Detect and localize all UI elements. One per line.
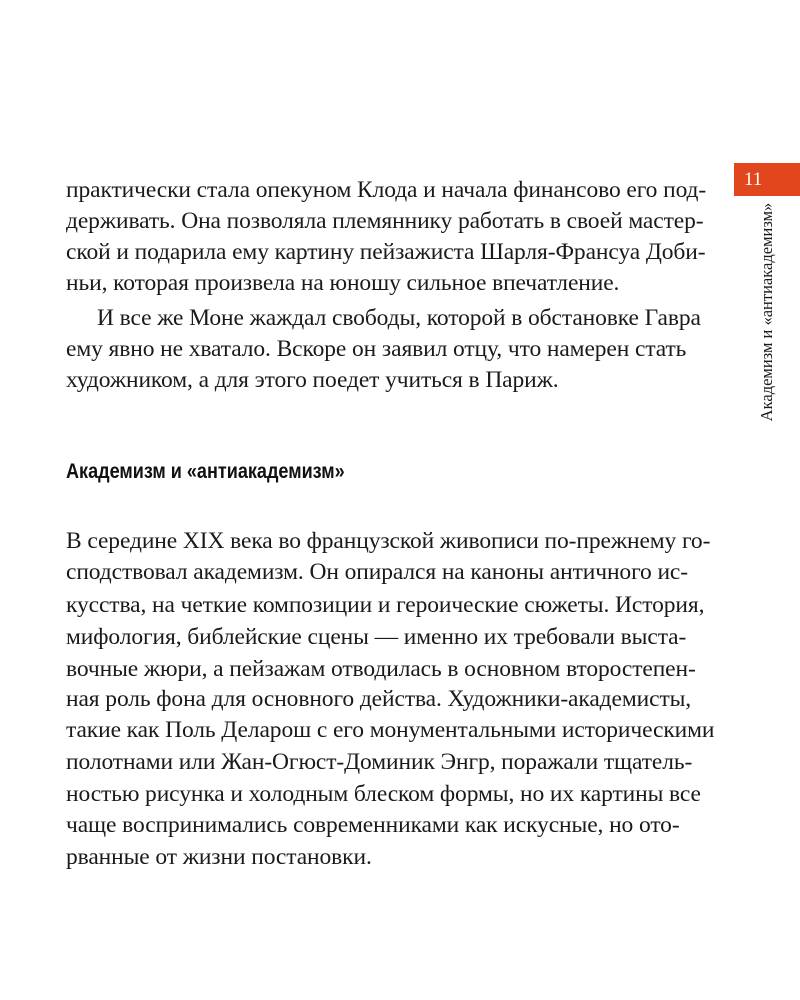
text-line: вочные жюри, а пейзажам отводилась в основном второстепен-: [66, 656, 696, 682]
text-line: ему явно не хватало. Вскоре он заявил отцу, что намерен стать: [66, 336, 687, 362]
text-line: чаще воспринимались современниками как искусные, но ото-: [66, 812, 680, 838]
text-line: сподствовал академизм. Он опирался на каноны античного ис-: [66, 559, 688, 585]
text-line: такие как Поль Деларош с его монументальными историческими: [66, 717, 715, 743]
text-line: В середине XIX века во французской живописи по-прежнему го-: [66, 528, 711, 554]
text-line: мифология, библейские сцены — именно их требовали выста-: [66, 624, 687, 650]
text-line: ньи, которая произвела на юношу сильное впечатление.: [66, 270, 620, 296]
text-line: художником, а для этого поедет учиться в Париж.: [66, 367, 559, 393]
text-line: И все же Моне жаждал свободы, которой в обстановке Гавра: [97, 305, 701, 331]
running-head: Академизм и «антиакадемизм»: [757, 202, 776, 422]
text-line: полотнами или Жан-Огюст-Доминик Энгр, поражали тщатель-: [66, 749, 693, 775]
text-line: ная роль фона для основного действа. Художники-академисты,: [66, 686, 692, 712]
text-line: держивать. Она позволяла племяннику работать в своей мастер-: [66, 208, 704, 234]
text-line: кусства, на четкие композиции и героические сюжеты. История,: [66, 592, 705, 618]
text-line: рванные от жизни постановки.: [66, 844, 372, 870]
text-line: ностью рисунка и холодным блеском формы, но их картины все: [66, 781, 701, 807]
page-number: 11: [744, 169, 763, 190]
text-line: ской и подарила ему картину пейзажиста Шарля-Франсуа Доби-: [66, 239, 706, 265]
section-heading: Академизм и «антиакадемизм»: [66, 460, 345, 483]
text-line: практически стала опекуном Клода и начала финансово его под-: [66, 177, 707, 203]
